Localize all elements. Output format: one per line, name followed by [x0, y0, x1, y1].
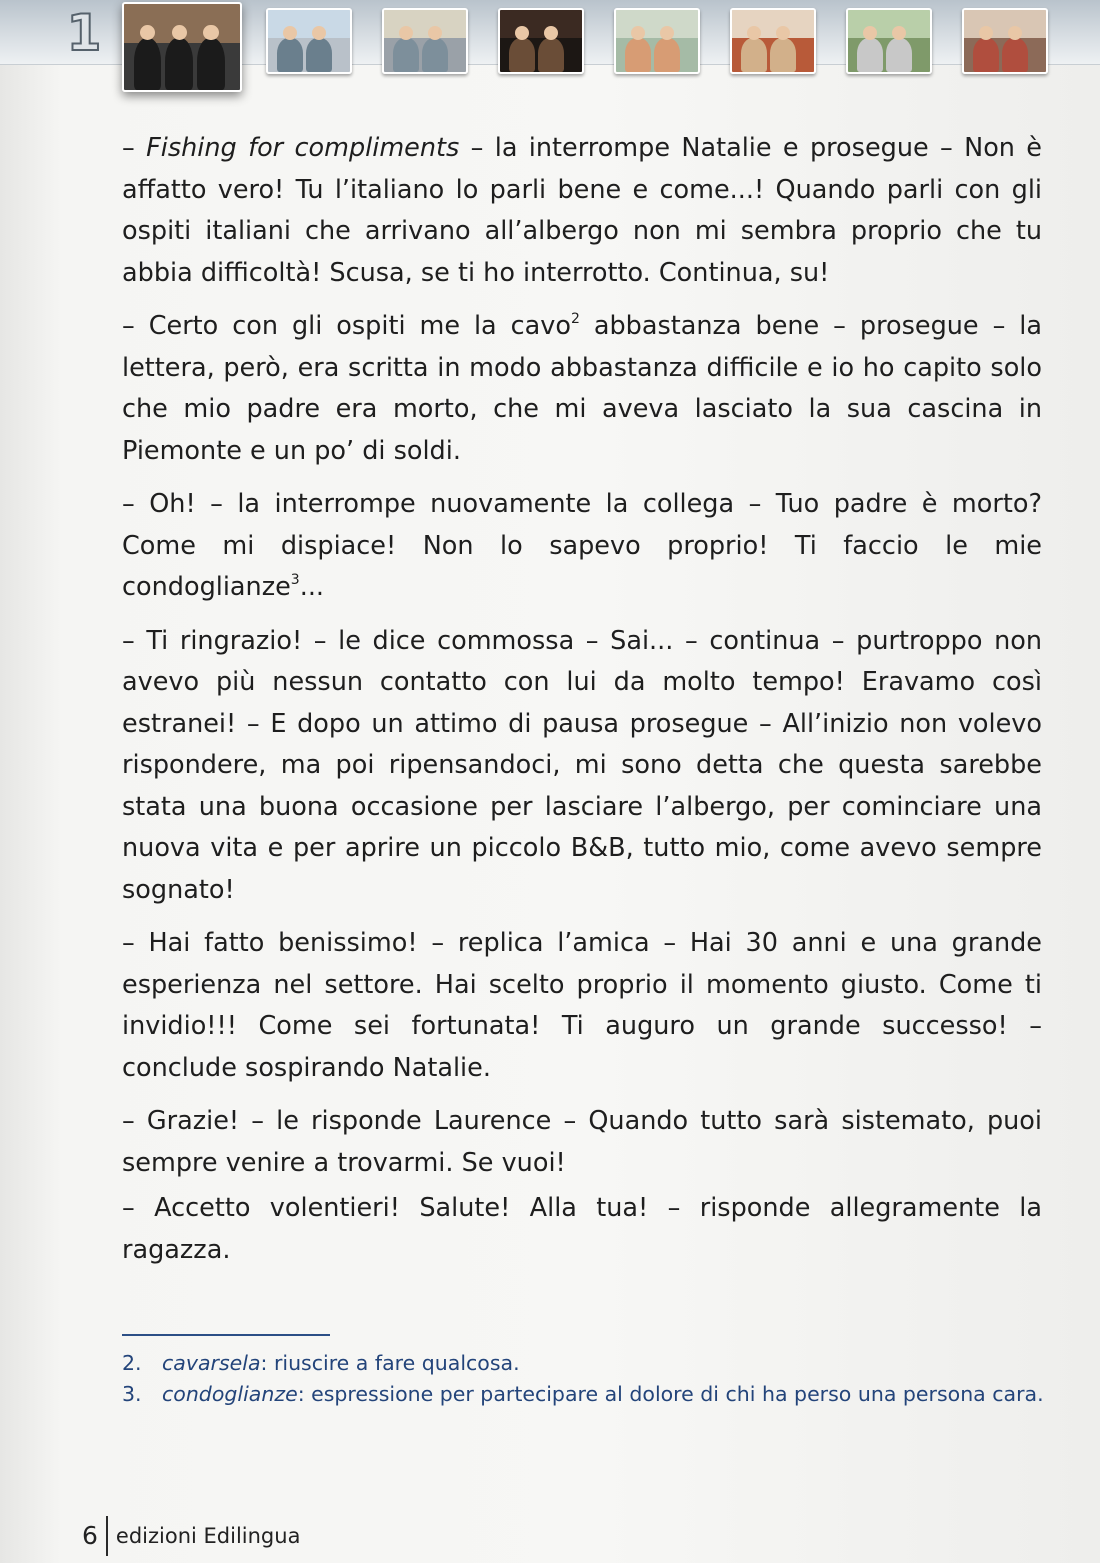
chapter-header: [0, 0, 1100, 96]
paragraph: [122, 128, 1042, 294]
footnote-definition: : riuscire a fare qualcosa.: [260, 1351, 520, 1375]
paragraph-text: – Certo con gli ospiti me la cavo: [122, 311, 571, 341]
illustration-breakfast-table: [730, 8, 816, 74]
illustration-guesthouse-sign: [266, 8, 352, 74]
footnote-definition: : espressione per partecipare al dolore di chi ha perso una persona cara.: [297, 1382, 1044, 1406]
paragraph: [122, 1188, 1042, 1271]
illustration-night-house: [498, 8, 584, 74]
illustration-family-room: [962, 8, 1048, 74]
footnote-term: condoglianze: [162, 1382, 298, 1406]
paragraph-text: – Hai fatto benissimo! – replica l’amica – Hai 30 anni e una grande esperienza nel settore. Hai scelto proprio il momento giusto. Come ti invidio!!! Come sei fortunata! Ti auguro un grande successo! – conclude sospirando Natalie.: [122, 928, 1042, 1083]
illustration-couple-garden: [846, 8, 932, 74]
footnote-marker: 3: [290, 572, 300, 588]
footnote-marker: 2: [570, 311, 580, 327]
footnote-number: 3.: [122, 1382, 142, 1406]
footnote-term: cavarsela: [162, 1351, 261, 1375]
paragraph-text: – Oh! – la interrompe nuovamente la collega – Tuo padre è morto? Come mi dispiace! Non lo sapevo proprio! Ti faccio le mie condoglianze: [122, 489, 1042, 602]
chapter-number: 1: [66, 4, 102, 62]
illustration-waiter-scene: [122, 2, 242, 92]
paragraph-text: –: [122, 133, 147, 163]
paragraph-text: abbastanza bene – prosegue – la lettera, però, era scritta in modo abbastanza difficile e io ho capito solo che mio padre era morto, che mi aveva lasciato la sua cascina in Piemonte e un po’ di soldi.: [122, 311, 1042, 466]
paragraph-text: – la interrompe Natalie e prosegue – Non è affatto vero! Tu l’italiano lo parli bene e come...! Quando parli con gli ospiti italiani che arrivano all’albergo non mi sembra proprio che tu abbia difficoltà! Scusa, se ti ho interrotto. Continua, su!: [122, 133, 1042, 288]
paragraph-text: Fishing for compliments: [146, 133, 460, 163]
illustration-women-talking: [614, 8, 700, 74]
paragraph-text: – Accetto volentieri! Salute! Alla tua! – risponde allegramente la ragazza.: [122, 1193, 1042, 1265]
illustration-office-scene: [382, 8, 468, 74]
paragraph: [122, 1101, 1042, 1184]
page-number: 6: [82, 1521, 98, 1550]
paragraph: [122, 484, 1042, 609]
paragraph-text: – Grazie! – le risponde Laurence – Quando tutto sarà sistemato, puoi sempre venire a trovarmi. Se vuoi!: [122, 1106, 1042, 1178]
paragraph: [122, 306, 1042, 472]
story-text: [122, 128, 1042, 1275]
publisher-name: edizioni Edilingua: [115, 1524, 301, 1548]
paragraph-text: – Ti ringrazio! – le dice commossa – Sai... – continua – purtroppo non avevo più nessun contatto con lui da molto tempo! Eravamo così estranei! – E dopo un attimo di pausa prosegue – All’inizio non volevo rispondere, ma poi ripensandoci, mi sono detta che questa sarebbe stata una buona occasione per lasciare l’albergo, per cominciare una nuova vita e per aprire un piccolo B&B, tutto mio, come avevo sempre sognato!: [122, 625, 1042, 905]
paragraph: [122, 621, 1042, 912]
paragraph-text: ...: [299, 572, 325, 602]
footnote: [122, 1379, 1052, 1410]
paragraph: [122, 923, 1042, 1089]
footnote-number: 2.: [122, 1351, 142, 1375]
footnote: [122, 1348, 1052, 1379]
footnotes: [122, 1348, 1052, 1410]
footer-separator: [106, 1516, 108, 1556]
footnote-divider: [122, 1334, 330, 1336]
page-footer: [82, 1516, 300, 1556]
